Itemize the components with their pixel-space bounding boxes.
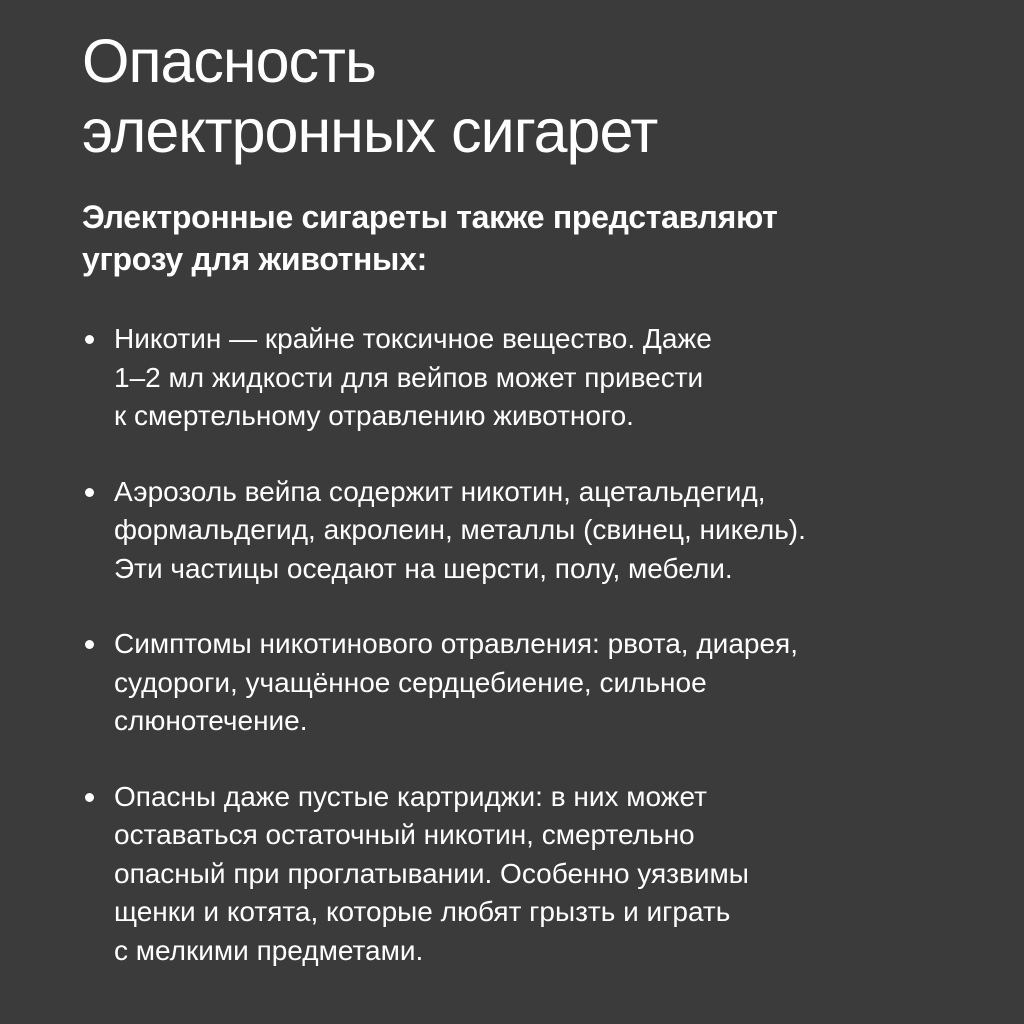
bullet-item-cartridges [82,778,964,971]
page-title [82,26,964,166]
bullet-line: слюнотечение. [114,705,308,736]
bullet-item-symptoms [82,625,964,741]
bullet-line: с мелкими предметами. [114,934,424,966]
bullet-line: оставаться остаточный никотин, смертельно [114,819,695,850]
bullet-list [82,320,964,970]
bullet-dot-icon [85,793,94,802]
bullet-line: щенки и котята, которые любят грызть и играть [114,896,731,927]
bullet-dot-icon [85,335,94,344]
bullet-line: к смертельному отравлению животного. [114,400,634,431]
bullet-line: Опасны даже пустые картриджи: в них может [114,780,707,812]
bullet-line: Аэрозоль вейпа содержит никотин, ацетальдегид, [114,475,766,507]
bullet-item-nicotine [82,320,964,436]
bullet-line: опасный при проглатывании. Особенно уязвимы [114,857,749,889]
bullet-line: формальдегид, акролеин, металлы (свинец, никель). [114,514,806,545]
subtitle-line: Электронные сигареты также представляют [82,199,778,235]
subtitle [82,196,964,280]
title-line: Опасность [82,27,376,95]
bullet-dot-icon [85,488,94,497]
bullet-line: судороги, учащённое сердцебиение, сильное [114,666,707,698]
bullet-line: Эти частицы оседают на шерсти, полу, мебели. [114,552,733,584]
subtitle-line: угрозу для животных: [82,241,427,277]
bullet-line: Симптомы никотинового отравления: рвота, диарея, [114,628,798,659]
bullet-line: Никотин — крайне токсичное вещество. Даже [114,323,712,354]
bullet-dot-icon [85,640,94,649]
title-line: электронных сигарет [82,97,658,165]
bullet-item-aerosol [82,473,964,589]
bullet-line: 1–2 мл жидкости для вейпов может привести [114,361,704,393]
